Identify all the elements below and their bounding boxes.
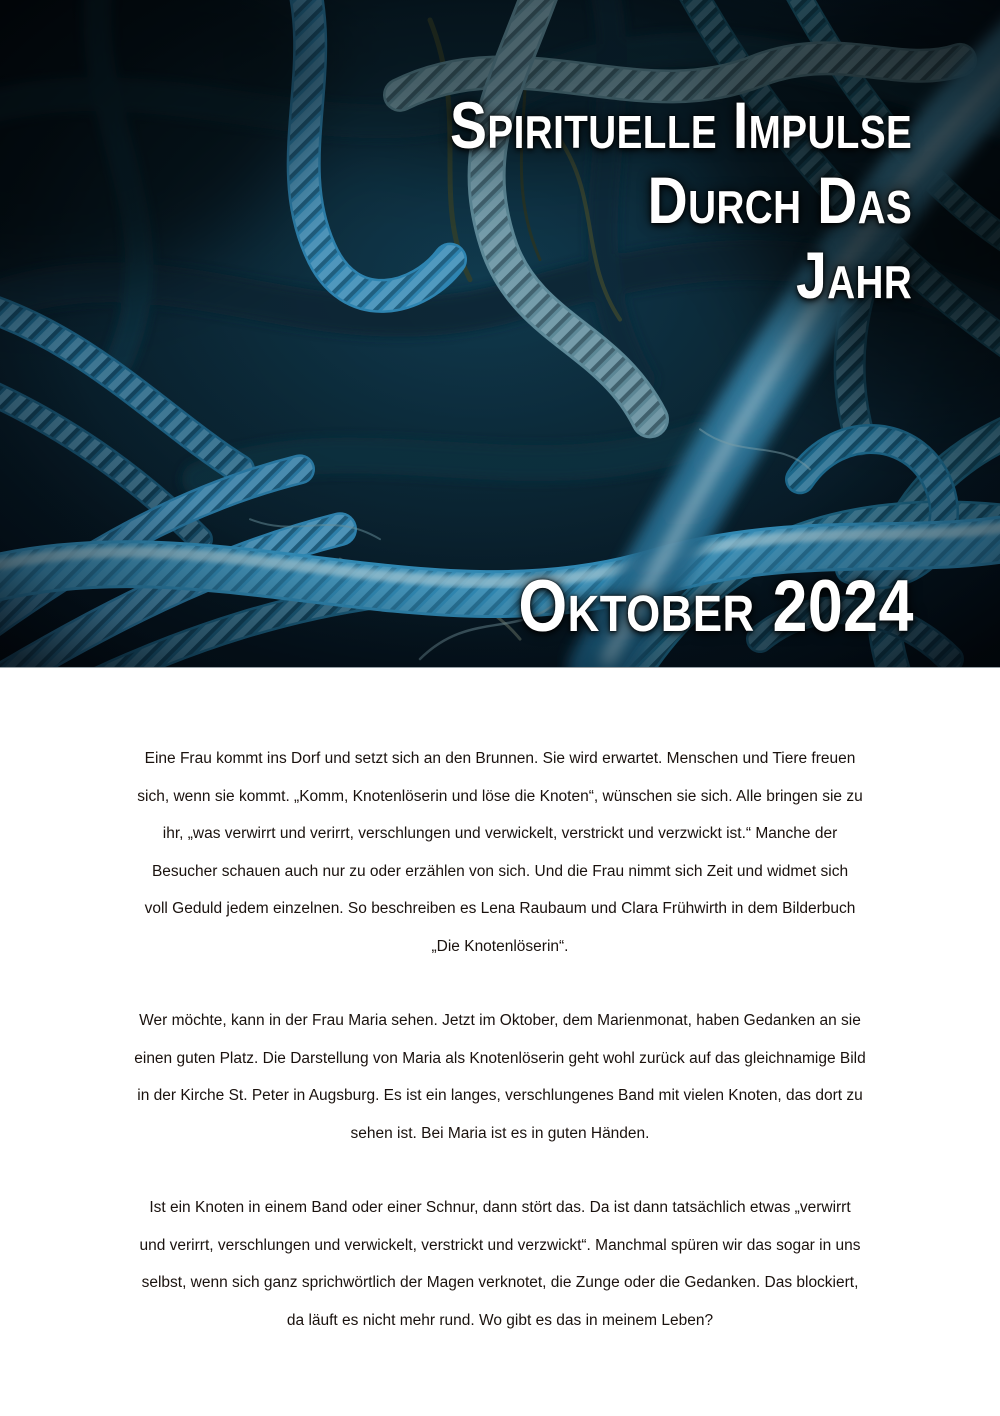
paragraph-1: [60, 740, 940, 965]
title-line-1: Spirituelle Impulse: [449, 88, 912, 162]
title-line-3: Jahr: [795, 238, 912, 312]
text-line: ihr, „was verwirrt und verirrt, verschlungen und verwickelt, verstrickt und verzwickt ist.“ Manche der: [162, 825, 838, 842]
paragraph-3: [60, 1189, 940, 1339]
article-body: [60, 668, 940, 1339]
text-line: einen guten Platz. Die Darstellung von Maria als Knotenlöserin geht wohl zurück auf das gleichnamige Bild: [134, 1049, 866, 1067]
text-line: sehen ist. Bei Maria ist es in guten Händen.: [350, 1124, 650, 1142]
text-line: voll Geduld jedem einzelnen. So beschreiben es Lena Raubaum und Clara Frühwirth in dem Bilderbuch: [144, 900, 856, 917]
page-title: [362, 88, 912, 313]
issue-date: Oktober 2024: [518, 566, 914, 647]
text-line: sich, wenn sie kommt. „Komm, Knotenlöserin und löse die Knoten“, wünschen sie sich. Alle bringen sie zu: [137, 787, 863, 805]
text-line: Besucher schauen auch nur zu oder erzählen von sich. Und die Frau nimmt sich Zeit und widmet sich: [151, 862, 849, 880]
text-line: „Die Knotenlöserin“.: [431, 937, 569, 955]
title-line-2: Durch Das: [647, 163, 912, 237]
header-image: [0, 0, 1000, 668]
text-line: Eine Frau kommt ins Dorf und setzt sich an den Brunnen. Sie wird erwartet. Menschen und Tiere freuen: [144, 750, 856, 767]
text-line: Wer möchte, kann in der Frau Maria sehen. Jetzt im Oktober, dem Marienmonat, haben Gedanken an sie: [139, 1012, 861, 1029]
text-line: selbst, wenn sich ganz sprichwörtlich der Magen verknotet, die Zunge oder die Gedanken. Das blockiert,: [141, 1274, 859, 1291]
text-line: und verirrt, verschlungen und verwickelt, verstrickt und verzwickt“. Manchmal spüren wir das sogar in uns: [139, 1236, 861, 1254]
text-line: Ist ein Knoten in einem Band oder einer Schnur, dann stört das. Da ist dann tatsächlich etwas „verwirrt: [149, 1199, 851, 1216]
text-line: da läuft es nicht mehr rund. Wo gibt es das in meinem Leben?: [286, 1311, 714, 1329]
text-line: in der Kirche St. Peter in Augsburg. Es ist ein langes, verschlungenes Band mit vielen Knoten, das dort zu: [137, 1087, 863, 1104]
paragraph-2: [60, 1002, 940, 1152]
